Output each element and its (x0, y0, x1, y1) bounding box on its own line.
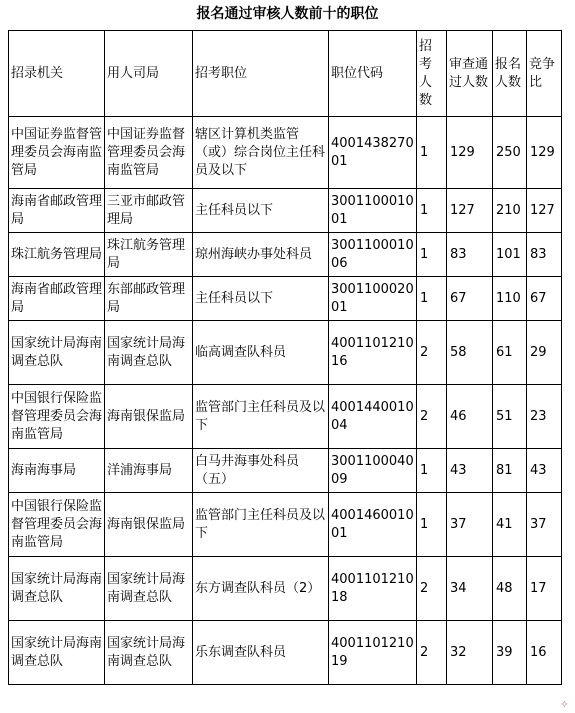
cell-code: 300110002001 (329, 277, 417, 321)
table-row (9, 557, 562, 621)
cell-approved-count: 129 (447, 117, 493, 189)
table-row (9, 233, 562, 277)
cell-position: 乐东调查队科员 (193, 621, 329, 685)
cell-recruit-count: 1 (417, 117, 447, 189)
cell-department: 海南银保监局 (105, 385, 193, 449)
cell-competition-ratio: 37 (527, 493, 562, 557)
cell-code: 300110001001 (329, 189, 417, 233)
cell-department: 国家统计局海南调查总队 (105, 557, 193, 621)
header-cell-code: 职位代码 (329, 31, 417, 117)
table-header-row (9, 31, 562, 117)
cell-approved-count: 43 (447, 449, 493, 493)
positions-table (8, 30, 562, 685)
watermark-logo: ✧ (559, 698, 569, 711)
table-row (9, 189, 562, 233)
cell-competition-ratio: 17 (527, 557, 562, 621)
cell-approved-count: 127 (447, 189, 493, 233)
cell-department: 三亚市邮政管理局 (105, 189, 193, 233)
cell-recruit-count: 2 (417, 621, 447, 685)
header-cell-recruit-count: 招考人数 (417, 31, 447, 117)
cell-code: 400110121019 (329, 621, 417, 685)
header-cell-department: 用人司局 (105, 31, 193, 117)
table-row (9, 493, 562, 557)
cell-recruit-count: 1 (417, 277, 447, 321)
cell-recruit-count: 2 (417, 385, 447, 449)
cell-position: 监管部门主任科员及以下 (193, 385, 329, 449)
cell-position: 白马井海事处科员（五） (193, 449, 329, 493)
cell-recruit-count: 2 (417, 557, 447, 621)
cell-approved-count: 83 (447, 233, 493, 277)
cell-position: 监管部门主任科员及以下 (193, 493, 329, 557)
cell-department: 珠江航务管理局 (105, 233, 193, 277)
cell-applicant-count: 101 (493, 233, 527, 277)
cell-code: 400146001001 (329, 493, 417, 557)
header-cell-agency: 招录机关 (9, 31, 105, 117)
cell-position: 辖区计算机类监管（或）综合岗位主任科员及以下 (193, 117, 329, 189)
cell-applicant-count: 81 (493, 449, 527, 493)
cell-position: 主任科员以下 (193, 277, 329, 321)
cell-competition-ratio: 29 (527, 321, 562, 385)
cell-competition-ratio: 127 (527, 189, 562, 233)
cell-competition-ratio: 129 (527, 117, 562, 189)
cell-recruit-count: 1 (417, 189, 447, 233)
cell-competition-ratio: 23 (527, 385, 562, 449)
cell-agency: 珠江航务管理局 (9, 233, 105, 277)
cell-department: 海南银保监局 (105, 493, 193, 557)
cell-competition-ratio: 43 (527, 449, 562, 493)
cell-department: 国家统计局海南调查总队 (105, 621, 193, 685)
cell-recruit-count: 1 (417, 493, 447, 557)
cell-position: 东方调查队科员（2） (193, 557, 329, 621)
page-title: 报名通过审核人数前十的职位 (196, 6, 379, 22)
cell-applicant-count: 51 (493, 385, 527, 449)
cell-applicant-count: 41 (493, 493, 527, 557)
cell-recruit-count: 1 (417, 233, 447, 277)
cell-code: 400144001004 (329, 385, 417, 449)
cell-code: 400110121018 (329, 557, 417, 621)
cell-applicant-count: 48 (493, 557, 527, 621)
header-cell-position: 招考职位 (193, 31, 329, 117)
cell-department: 中国证券监督管理委员会海南监管局 (105, 117, 193, 189)
cell-agency: 中国银行保险监督管理委员会海南监管局 (9, 493, 105, 557)
cell-position: 琼州海峡办事处科员 (193, 233, 329, 277)
cell-code: 300110004009 (329, 449, 417, 493)
cell-code: 400110121016 (329, 321, 417, 385)
cell-code: 300110001006 (329, 233, 417, 277)
cell-department: 洋浦海事局 (105, 449, 193, 493)
cell-agency: 国家统计局海南调查总队 (9, 621, 105, 685)
cell-approved-count: 67 (447, 277, 493, 321)
cell-applicant-count: 210 (493, 189, 527, 233)
cell-applicant-count: 61 (493, 321, 527, 385)
table-row (9, 277, 562, 321)
table-row (9, 321, 562, 385)
cell-approved-count: 58 (447, 321, 493, 385)
header-cell-approved-count: 审查通过人数 (447, 31, 493, 117)
header-cell-applicant-count: 报名人数 (493, 31, 527, 117)
header-cell-competition-ratio: 竞争比 (527, 31, 562, 117)
cell-competition-ratio: 16 (527, 621, 562, 685)
cell-agency: 海南省邮政管理局 (9, 189, 105, 233)
cell-applicant-count: 110 (493, 277, 527, 321)
cell-department: 东部邮政管理局 (105, 277, 193, 321)
cell-approved-count: 37 (447, 493, 493, 557)
cell-competition-ratio: 83 (527, 233, 562, 277)
cell-department: 国家统计局海南调查总队 (105, 321, 193, 385)
cell-applicant-count: 250 (493, 117, 527, 189)
cell-competition-ratio: 67 (527, 277, 562, 321)
cell-agency: 海南省邮政管理局 (9, 277, 105, 321)
cell-approved-count: 34 (447, 557, 493, 621)
table-body (9, 31, 562, 685)
cell-agency: 海南海事局 (9, 449, 105, 493)
cell-agency: 中国证券监督管理委员会海南监管局 (9, 117, 105, 189)
cell-approved-count: 32 (447, 621, 493, 685)
cell-agency: 国家统计局海南调查总队 (9, 321, 105, 385)
table-row (9, 117, 562, 189)
cell-code: 400143827001 (329, 117, 417, 189)
cell-position: 主任科员以下 (193, 189, 329, 233)
cell-recruit-count: 1 (417, 449, 447, 493)
table-row (9, 449, 562, 493)
table-row (9, 385, 562, 449)
cell-agency: 中国银行保险监督管理委员会海南监管局 (9, 385, 105, 449)
cell-applicant-count: 39 (493, 621, 527, 685)
cell-position: 临高调查队科员 (193, 321, 329, 385)
table-row (9, 621, 562, 685)
cell-agency: 国家统计局海南调查总队 (9, 557, 105, 621)
cell-approved-count: 46 (447, 385, 493, 449)
cell-recruit-count: 2 (417, 321, 447, 385)
